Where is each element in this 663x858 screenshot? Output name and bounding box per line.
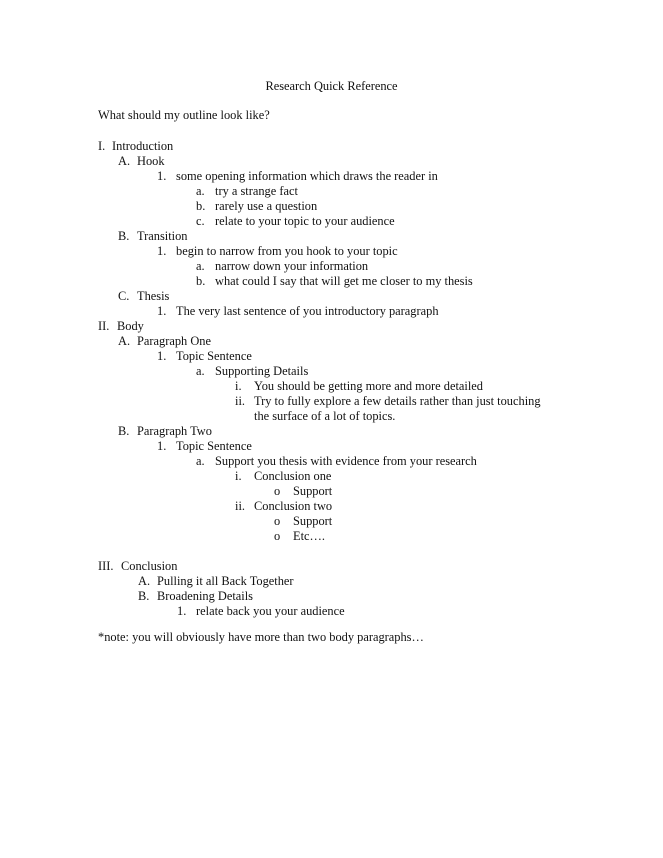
outline-marker: a. <box>196 259 205 273</box>
outline-text: relate to your topic to your audience <box>215 214 395 228</box>
outline-marker: 1. <box>157 304 167 318</box>
outline-marker: B. <box>118 229 130 243</box>
outline-marker: o <box>274 514 281 528</box>
outline-marker: i. <box>235 469 242 483</box>
outline-marker: B. <box>138 589 150 603</box>
outline-marker: 1. <box>157 439 167 453</box>
outline-text: Paragraph One <box>137 334 211 348</box>
outline-marker: i. <box>235 379 242 393</box>
outline-text: Body <box>117 319 144 333</box>
outline-text: You should be getting more and more detailed <box>254 379 483 393</box>
outline-marker: o <box>274 484 281 498</box>
outline-marker: 1. <box>177 604 187 618</box>
outline-text: Conclusion two <box>254 499 333 513</box>
outline-marker: II. <box>98 319 110 333</box>
outline-text: some opening information which draws the reader in <box>176 169 438 183</box>
outline-marker: 1. <box>157 244 167 258</box>
outline-marker: a. <box>196 454 205 468</box>
outline-text: Topic Sentence <box>176 439 252 453</box>
outline-text: try a strange fact <box>215 184 298 198</box>
outline-text: Support you thesis with evidence from your research <box>215 454 477 468</box>
outline-marker: c. <box>196 214 205 228</box>
outline-text: Supporting Details <box>215 364 309 378</box>
outline-text: Support <box>293 484 333 498</box>
footnote: *note: you will obviously have more than two body paragraphs… <box>98 630 424 644</box>
outline-marker: 1. <box>157 349 167 363</box>
outline-marker: ii. <box>235 394 245 408</box>
outline-question: What should my outline look like? <box>98 108 270 122</box>
outline-marker: ii. <box>235 499 245 513</box>
outline-marker: B. <box>118 424 130 438</box>
outline-text: Conclusion one <box>254 469 332 483</box>
outline-text: Transition <box>137 229 188 243</box>
outline-text: rarely use a question <box>215 199 318 213</box>
outline-marker: A. <box>118 334 131 348</box>
outline-marker: o <box>274 529 281 543</box>
outline-text: Introduction <box>112 139 174 153</box>
outline-marker: I. <box>98 139 106 153</box>
outline-text: what could I say that will get me closer to my thesis <box>215 274 473 288</box>
outline-marker: A. <box>138 574 151 588</box>
outline-text: begin to narrow from you hook to your topic <box>176 244 398 258</box>
outline-text: Thesis <box>137 289 170 303</box>
outline-marker: C. <box>118 289 130 303</box>
outline-text: Conclusion <box>121 559 178 573</box>
outline-text: Try to fully explore a few details rather than just touching <box>254 394 541 408</box>
outline-text: Paragraph Two <box>137 424 212 438</box>
outline-marker: III. <box>98 559 114 573</box>
outline-marker: a. <box>196 364 205 378</box>
outline-text: Pulling it all Back Together <box>157 574 294 588</box>
outline-text: Support <box>293 514 333 528</box>
outline-text: Etc…. <box>293 529 325 543</box>
outline-text: Broadening Details <box>157 589 254 603</box>
outline-marker: A. <box>118 154 131 168</box>
outline-text: relate back you your audience <box>196 604 345 618</box>
outline-text: narrow down your information <box>215 259 369 273</box>
outline-marker: a. <box>196 184 205 198</box>
outline-marker: 1. <box>157 169 167 183</box>
outline-text: The very last sentence of you introductory paragraph <box>176 304 439 318</box>
outline-marker: b. <box>196 199 206 213</box>
outline-text: the surface of a lot of topics. <box>254 409 396 423</box>
document-title: Research Quick Reference <box>265 79 398 93</box>
outline-text: Topic Sentence <box>176 349 252 363</box>
outline-marker: b. <box>196 274 206 288</box>
outline-text: Hook <box>137 154 165 168</box>
